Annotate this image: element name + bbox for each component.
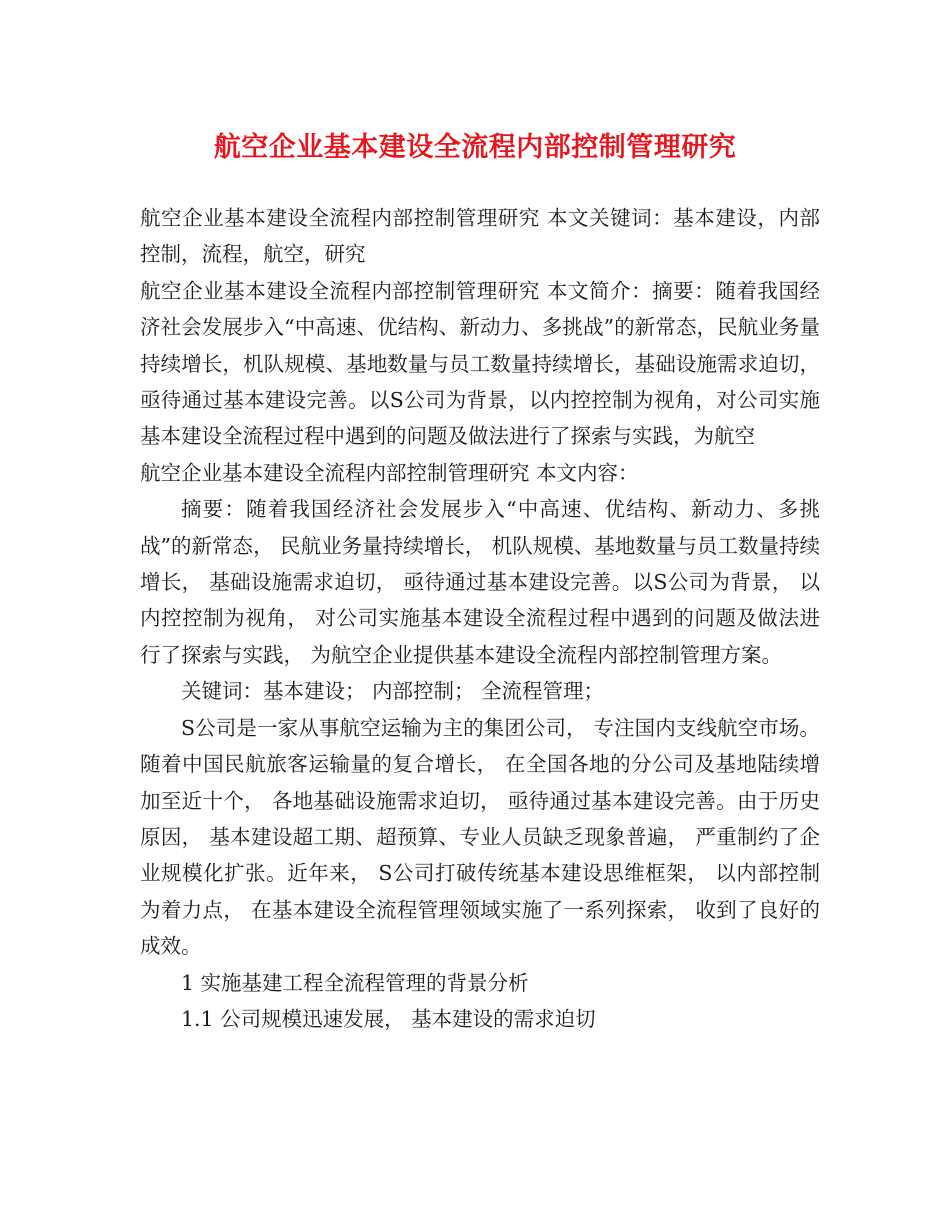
summary-paragraph: 航空企业基本建设全流程内部控制管理研究 本文简介：摘要：随着我国经济社会发展步入“中高速、优结构、新动力、多挑战”的新常态，民航业务量持续增长，机队规模、基地数量与员工数量持续增长，基础设施需求迫切，亟待通过基本建设完善。以S公司为背景，以内控控制为视角，对公司实施基本建设全流程过程中遇到的问题及做法进行了探索与实践，为航空 [140, 278, 820, 449]
document-body [140, 200, 820, 1037]
content-heading: 航空企业基本建设全流程内部控制管理研究 本文内容： [140, 460, 639, 485]
intro-paragraph: S公司是一家从事航空运输为主的集团公司， 专注国内支线航空市场。随着中国民航旅客运输量的复合增长， 在全国各地的分公司及基地陆续增加至近十个， 各地基础设施需求迫切， 亟待通过基本建设完善。由于历史原因， 基本建设超工期、超预算、专业人员缺乏现象普遍， 严重制约了企业规模化扩张。近年来， S公司打破传统基本建设思维框架， 以内部控制为着力点， 在基本建设全流程管理领域实施了一系列探索， 收到了良好的成效。 [140, 715, 820, 959]
keywords-line: 航空企业基本建设全流程内部控制管理研究 本文关键词：基本建设，内部控制，流程，航空，研究 [140, 206, 820, 267]
section-heading: 1 实施基建工程全流程管理的背景分析 [181, 970, 529, 995]
abstract-paragraph: 摘要：随着我国经济社会发展步入“中高速、优结构、新动力、多挑战”的新常态， 民航业务量持续增长， 机队规模、基地数量与员工数量持续增长， 基础设施需求迫切， 亟待通过基本建设完善。以S公司为背景， 以内控控制为视角， 对公司实施基本建设全流程过程中遇到的问题及做法进行了探索与实践， 为航空企业提供基本建设全流程内部控制管理方案。 [140, 497, 820, 667]
keywords-paragraph: 关键词：基本建设； 内部控制； 全流程管理； [181, 679, 605, 704]
document-title: 航空企业基本建设全流程内部控制管理研究 [213, 132, 737, 163]
subsection-heading: 1.1 公司规模迅速发展， 基本建设的需求迫切 [181, 1006, 596, 1031]
